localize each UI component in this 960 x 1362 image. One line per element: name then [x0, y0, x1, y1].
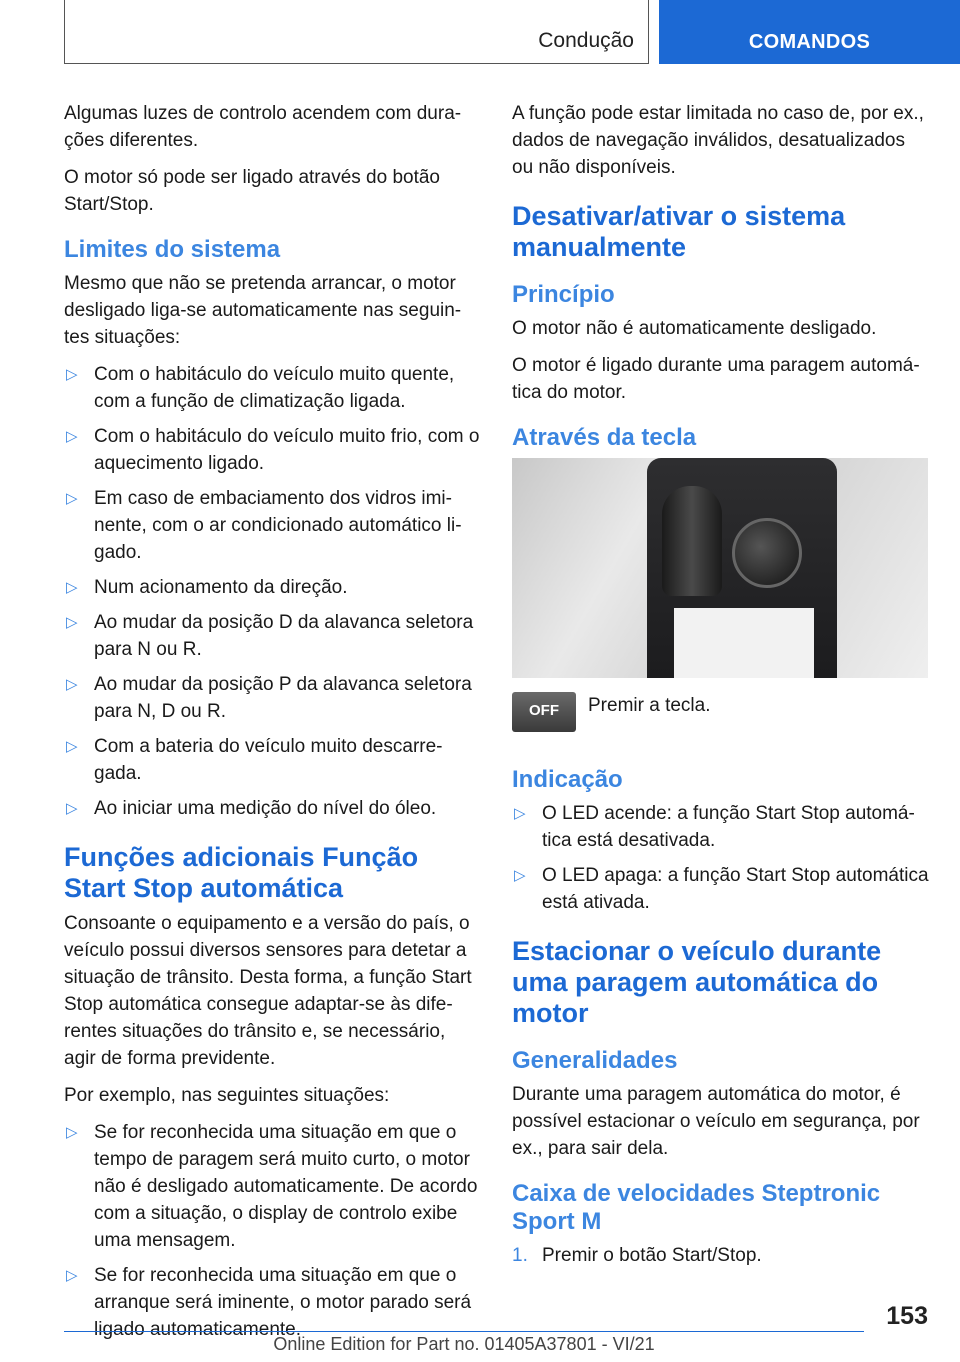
list-item: ▷ Ao mudar da posição D da alavanca seletora para N ou R. [64, 609, 482, 663]
list-item: ▷ Ao mudar da posição P da alavanca seletora para N, D ou R. [64, 671, 482, 725]
storage-tray [674, 608, 814, 678]
bullet-list [64, 361, 482, 822]
left-column [64, 100, 482, 1351]
center-console-photo [512, 458, 928, 678]
list-item: ▷ Se for reconhecida uma situação em que o tempo de paragem será muito curto, o motor não é desligado automaticamente. De acordo com a situação, o display de controlo exibe uma mensagem. [64, 1119, 482, 1254]
triangle-bullet-icon: ▷ [66, 579, 78, 596]
heading-generalidades: Generalidades [512, 1047, 678, 1074]
triangle-bullet-icon: ▷ [66, 676, 78, 693]
list-item: ▷ Com o habitáculo do veículo muito frio, com o aquecimento ligado. [64, 423, 482, 477]
triangle-bullet-icon: ▷ [66, 738, 78, 755]
triangle-bullet-icon: ▷ [66, 366, 78, 383]
paragraph: O motor é ligado durante uma paragem automá-tica do motor. [512, 355, 920, 403]
heading-tecla: Através da tecla [512, 424, 697, 451]
section-box [64, 0, 649, 64]
triangle-bullet-icon: ▷ [514, 805, 526, 822]
gear-selector-lever [662, 486, 722, 596]
footer-divider [64, 1331, 864, 1332]
list-item: ▷ O LED acende: a função Start Stop automá-tica está desativada. [512, 800, 930, 854]
paragraph: A função pode estar limitada no caso de, por ex., dados de navegação inválidos, desatualizados ou não disponíveis. [512, 103, 924, 178]
heading-funcoes: Funções adicionais Função Start Stop automática [64, 842, 419, 903]
bullet-list [64, 1119, 482, 1343]
heading-caixa: Caixa de velocidades Steptronic Sport M [512, 1180, 881, 1235]
heading-indicacao: Indicação [512, 766, 623, 793]
step-item: 1. Premir o botão Start/Stop. [512, 1242, 930, 1269]
idrive-controller-knob [732, 518, 802, 588]
list-item: ▷ Ao iniciar uma medição do nível do óleo. [64, 795, 482, 822]
heading-limits: Limites do sistema [64, 236, 281, 263]
paragraph: Durante uma paragem automática do motor, é possível estacionar o veículo em segurança, por ex., para sair dela. [512, 1084, 920, 1159]
paragraph: Consoante o equipamento e a versão do país, o veículo possui diversos sensores para detetar a situação de trânsito. Desta forma, a função Start Stop automática consegue adaptar-se às dife-rentes situações do trânsito e, se necessário, agir de forma previdente. [64, 913, 472, 1069]
section-title: Condução [538, 29, 634, 52]
heading-estacionar: Estacionar o veículo durante uma paragem automática do motor [512, 936, 882, 1028]
paragraph: O motor não é automaticamente desligado. [512, 318, 877, 339]
paragraph: Mesmo que não se pretenda arrancar, o motor desligado liga-se automaticamente nas seguin-tes situações: [64, 273, 462, 348]
chapter-tab[interactable] [659, 0, 960, 64]
list-item: ▷ Em caso de embaciamento dos vidros imi-nente, com o ar condicionado automático li-gado. [64, 485, 482, 566]
right-column [512, 100, 930, 1277]
edition-info: Online Edition for Part no. 01405A37801 - VI/21 [273, 1334, 655, 1354]
page-header [0, 0, 960, 66]
list-item: ▷ Num acionamento da direção. [64, 574, 482, 601]
key-instruction [512, 692, 930, 748]
list-item: ▷ Com o habitáculo do veículo muito quente, com a função de climatização ligada. [64, 361, 482, 415]
chapter-tab-label: COMANDOS [748, 31, 871, 53]
triangle-bullet-icon: ▷ [66, 490, 78, 507]
list-item: ▷ Com a bateria do veículo muito descarre-gada. [64, 733, 482, 787]
triangle-bullet-icon: ▷ [66, 1267, 78, 1284]
paragraph: Por exemplo, nas seguintes situações: [64, 1085, 390, 1106]
triangle-bullet-icon: ▷ [66, 1124, 78, 1141]
triangle-bullet-icon: ▷ [66, 800, 78, 817]
list-item: ▷ Se for reconhecida uma situação em que o arranque será iminente, o motor parado será ligado automaticamente. [64, 1262, 482, 1343]
paragraph: O motor só pode ser ligado através do botão Start/Stop. [64, 167, 441, 215]
page-number: 153 [886, 1302, 928, 1330]
heading-principio: Princípio [512, 281, 615, 308]
paragraph: Algumas luzes de controlo acendem com dura-ções diferentes. [64, 103, 462, 151]
triangle-bullet-icon: ▷ [66, 614, 78, 631]
step-number: 1. [512, 1245, 528, 1266]
key-instruction-text: Premir a tecla. [588, 695, 711, 716]
list-item: ▷ O LED apaga: a função Start Stop automática está ativada. [512, 862, 930, 916]
triangle-bullet-icon: ▷ [514, 867, 526, 884]
numbered-list [512, 1242, 930, 1269]
auto-start-stop-off-button-icon: OFF [512, 692, 576, 732]
heading-desativar: Desativar/ativar o sistema manualmente [512, 201, 846, 262]
triangle-bullet-icon: ▷ [66, 428, 78, 445]
bullet-list [512, 800, 930, 916]
